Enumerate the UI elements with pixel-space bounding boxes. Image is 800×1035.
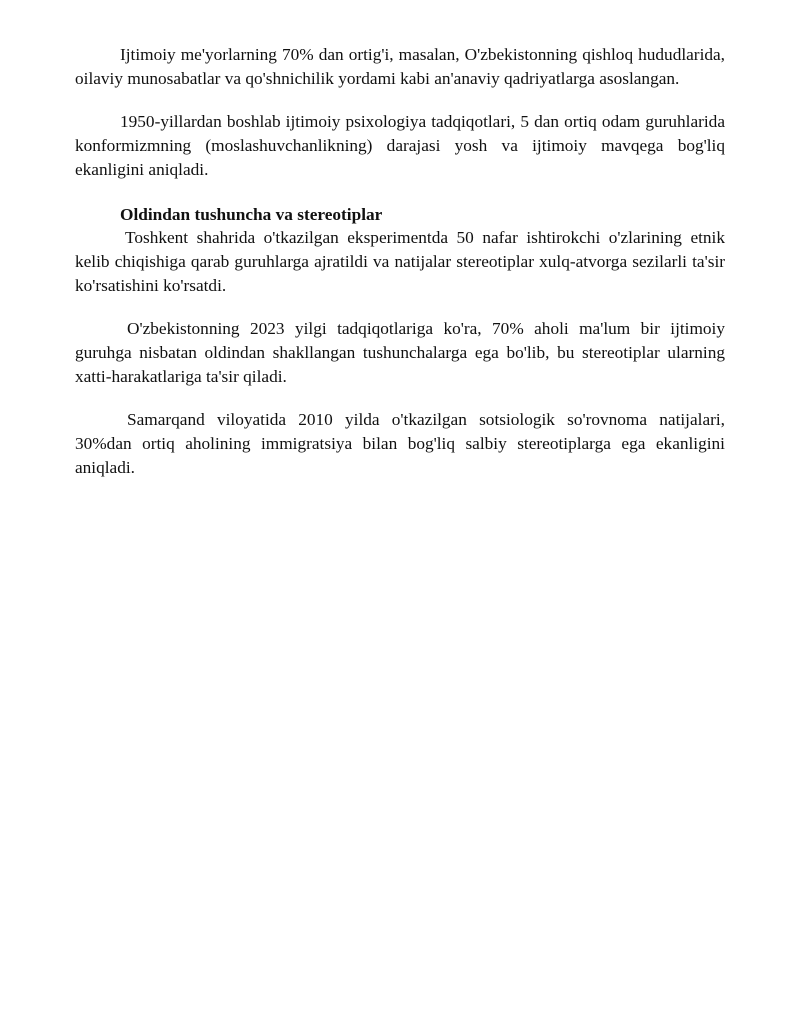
paragraph-samarqand-survey: Samarqand viloyatida 2010 yilda o'tkazilgan sotsiologik so'rovnoma natijalari, 30%dan ortiq aholining immigratsiya bilan bog'liq salbiy stereotiplarga ega ekanligini aniqladi. — [75, 410, 725, 477]
paragraph-2023-study: O'zbekistonning 2023 yilgi tadqiqotlariga ko'ra, 70% aholi ma'lum bir ijtimoiy guruhga nisbatan oldindan shakllangan tushunchalarga ega bo'lib, bu stereotiplar ularning xatti-harakatlariga ta'sir qiladi. — [75, 319, 725, 386]
section-heading: Oldindan tushuncha va stereotiplar — [120, 205, 383, 224]
paragraph-tashkent-experiment: Toshkent shahrida o'tkazilgan eksperimentda 50 nafar ishtirokchi o'zlarining etnik kelib chiqishiga qarab guruhlarga ajratildi va natijalar stereotiplar xulq-atvorga sezilarli ta'sir ko'rsatishini ko'rsatdi. — [75, 228, 725, 295]
document-page — [75, 43, 725, 480]
paragraph-social-norms: Ijtimoiy me'yorlarning 70% dan ortig'i, masalan, O'zbekistonning qishloq hududlarida, oilaviy munosabatlar va qo'shnichilik yordami kabi an'anaviy qadriyatlarga asoslangan. — [75, 45, 725, 88]
paragraph-conformism-research: 1950-yillardan boshlab ijtimoiy psixologiya tadqiqotlari, 5 dan ortiq odam guruhlarida konformizmning (moslashuvchanlikning) darajasi yosh va ijtimoiy mavqega bog'liq ekanligini aniqladi. — [75, 112, 725, 179]
